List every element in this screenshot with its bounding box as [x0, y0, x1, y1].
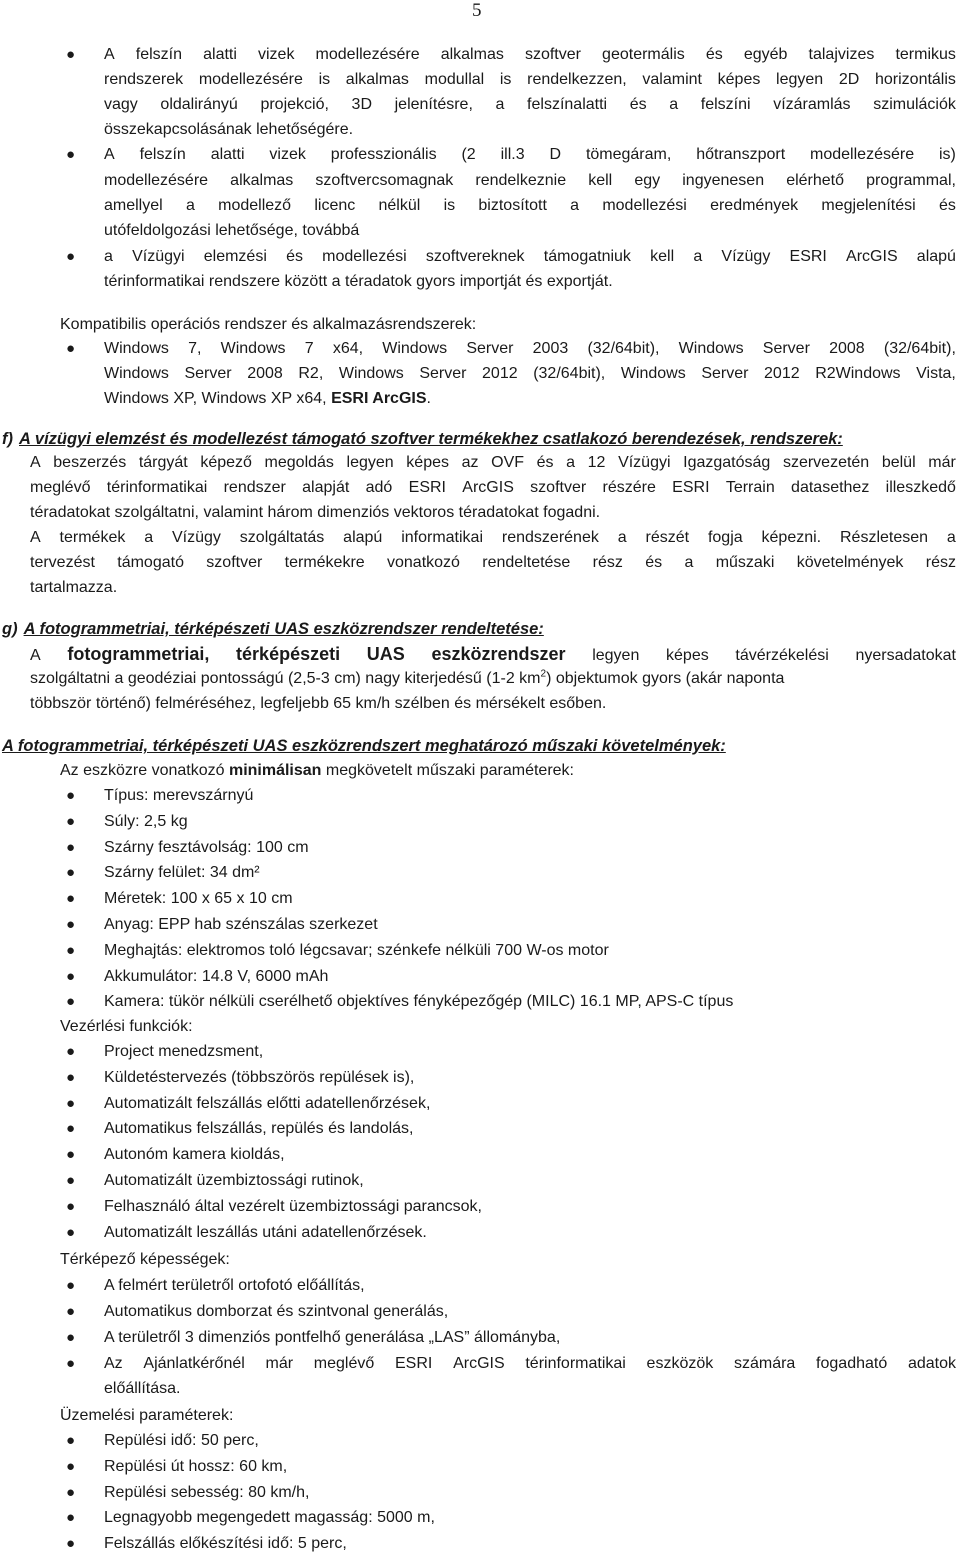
bullet-icon: ● [66, 941, 76, 959]
bullet-icon: ● [66, 1120, 76, 1138]
bullet-icon: ● [66, 1172, 76, 1189]
text-line: a Vízügyi elemzési és modellezési szoftvereknek támogatniuk kell a Vízügy ESRI ArcGIS alapú [104, 248, 956, 265]
text-line: összekapcsolásának lehetőségére. [104, 121, 354, 138]
list-item: Legnagyobb megengedett magasság: 5000 m, [104, 1509, 435, 1527]
text-line: A fotogrammetriai, térképészeti UAS eszközrendszer legyen képes távérzékelési nyersadatokat [30, 644, 956, 664]
list-item: Anyag: EPP hab szénszálas szerkezet [104, 916, 378, 933]
list-item: Szárny fesztávolság: 100 cm [104, 838, 309, 856]
bullet-icon: ● [66, 248, 76, 265]
text-line: térinformatikai rendszere között a téradatok gyors importját és exportját. [104, 273, 613, 290]
text-line: meglévő térinformatikai rendszer alapját adó ESRI ArcGIS szoftver részére ESRI Terrain datasethez illeszkedő [30, 479, 956, 496]
list-item: Automatizált leszállás utáni adatellenőrzések. [104, 1223, 427, 1241]
bullet-icon: ● [66, 146, 76, 163]
bullet-icon: ● [66, 993, 76, 1011]
text-line: Windows Server 2008 R2, Windows Server 2012 (32/64bit), Windows Server 2012 R2Windows Vista, [104, 365, 956, 382]
page-number: 5 [472, 0, 482, 21]
bullet-icon: ● [66, 1535, 76, 1553]
section-f-heading: f) A vízügyi elemzést és modellezést támogató szoftver termékekhez csatlakozó berendezések, rendszerek: [2, 430, 843, 448]
text-line: vagy oldalirányú projekció, 3D jelenítésre, a felszínalatti és a felszíni vízáramlás szimulációk [104, 96, 956, 113]
list-item: Autonóm kamera kioldás, [104, 1146, 285, 1164]
bullet-icon: ● [66, 864, 76, 882]
text-line: szolgáltatni a geodéziai pontosságú (2,5-3 cm) nagy kiterjedésű (1-2 $km^2$) objektumok gyors (akár naponta [30, 668, 785, 687]
bullet-icon: ● [66, 812, 76, 830]
bullet-icon: ● [66, 1329, 76, 1346]
bullet-icon: ● [66, 787, 76, 804]
list-item: A területről 3 dimenziós pontfelhő generálása „LAS” állományba, [104, 1329, 561, 1346]
bullet-icon: ● [66, 1146, 76, 1164]
bullet-icon: ● [66, 1223, 76, 1241]
list-item: A felmért területről ortofotó előállítás, [104, 1277, 365, 1294]
list-item: Felszállás előkészítési idő: 5 perc, [104, 1535, 347, 1553]
text-line: rendszerek modellezésére is alkalmas modullal is rendelkezzen, valamint képes legyen 2D horizontális [104, 71, 956, 88]
mapping-label: Térképező képességek: [60, 1251, 230, 1268]
list-item: Repülési idő: 50 perc, [104, 1432, 259, 1449]
text-line: tervezést támogató szoftver termékekre vonatkozó rendeltetése rész és a műszaki követelmények rész [30, 554, 956, 571]
bullet-icon: ● [66, 46, 76, 63]
uas-requirements-heading: A fotogrammetriai, térképészeti UAS eszközrendszert meghatározó műszaki követelmények: [2, 737, 726, 755]
list-item: Repülési út hossz: 60 km, [104, 1457, 288, 1475]
text-line: előállítása. [104, 1380, 181, 1397]
bullet-icon: ● [66, 890, 76, 908]
text-line: téradatokat szolgáltatni, valamint három dimenziós vektoros téradatokat fogadni. [30, 504, 601, 521]
bullet-icon: ● [66, 1483, 76, 1501]
list-item: Szárny felület: 34 dm² [104, 864, 260, 882]
bullet-icon: ● [66, 340, 76, 357]
bullet-icon: ● [66, 1355, 76, 1372]
ops-label: Üzemelési paraméterek: [60, 1407, 234, 1424]
bullet-icon: ● [66, 1197, 76, 1215]
text-line: többször történő) felméréséhez, legfeljebb 65 km/h szélben és mérsékelt esőben. [30, 695, 607, 712]
text-line: modellezésére alkalmas szoftvercsomagnak rendelkeznie kell egy ingyenesen elérhető programmal, [104, 172, 956, 189]
text-line: A beszerzés tárgyát képező megoldás legyen képes az OVF és a 12 Vízügyi Igazgatóság szervezetén belül már [30, 454, 956, 471]
list-item: Méretek: 100 x 65 x 10 cm [104, 890, 293, 908]
text-line: A felszín alatti vizek modellezésére alkalmas szoftver geotermális és egyéb talajvizes termikus [104, 46, 956, 63]
list-item: Automatikus felszállás, repülés és landolás, [104, 1120, 414, 1138]
bullet-icon: ● [66, 1094, 76, 1112]
text-line: amellyel a modellező licenc nélkül is biztosított a modellezési eredmények megjelenítési és [104, 197, 956, 214]
text-line: utófeldolgozási lehetősége, továbbá [104, 222, 360, 239]
bullet-icon: ● [66, 838, 76, 856]
bullet-icon: ● [66, 1509, 76, 1527]
text-line: Az eszközre vonatkozó minimálisan megkövetelt műszaki paraméterek: [60, 762, 574, 779]
bullet-icon: ● [66, 1277, 76, 1294]
control-label: Vezérlési funkciók: [60, 1018, 193, 1035]
list-item: Felhasználó által vezérelt üzembiztossági parancsok, [104, 1197, 482, 1215]
list-item: Automatizált felszállás előtti adatellenőrzések, [104, 1094, 431, 1112]
list-item: Meghajtás: elektromos toló légcsavar; szénkefe nélküli 700 W-os motor [104, 941, 609, 959]
text-line: tartalmazza. [30, 579, 118, 596]
list-item: Típus: merevszárnyú [104, 787, 254, 804]
bullet-icon: ● [66, 1068, 76, 1086]
list-item: Automatizált üzembiztossági rutinok, [104, 1172, 364, 1189]
text-line: Az Ajánlatkérőnél már meglévő ESRI ArcGIS térinformatikai eszközök számára fogadható adatok [104, 1355, 956, 1372]
list-item: Project menedzsment, [104, 1043, 264, 1060]
text-line: Windows 7, Windows 7 x64, Windows Server 2003 (32/64bit), Windows Server 2008 (32/64bit), [104, 340, 956, 357]
list-item: Akkumulátor: 14.8 V, 6000 mAh [104, 967, 329, 985]
bullet-icon: ● [66, 916, 76, 933]
list-item: Súly: 2,5 kg [104, 812, 188, 830]
bullet-icon: ● [66, 1457, 76, 1475]
text-line: A termékek a Vízügy szolgáltatás alapú informatikai rendszerének a részét fogja képezni. Részletesen a [30, 529, 956, 546]
bullet-icon: ● [66, 1432, 76, 1449]
list-item: Automatikus domborzat és szintvonal generálás, [104, 1303, 449, 1320]
section-g-heading: g) A fotogrammetriai, térképészeti UAS eszközrendszer rendeltetése: [2, 620, 544, 638]
bullet-icon: ● [66, 1303, 76, 1320]
list-item: Kamera: tükör nélküli cserélhető objektíves fényképezőgép (MILC) 16.1 MP, APS-C típus [104, 993, 734, 1011]
list-item: Küldetéstervezés (többszörös repülések is), [104, 1068, 415, 1086]
list-item: Repülési sebesség: 80 km/h, [104, 1483, 310, 1501]
text-line: A felszín alatti vizek professzionális (2 ill.3 D tömegáram, hőtranszport modellezésére is) [104, 146, 956, 163]
bullet-icon: ● [66, 967, 76, 985]
text-line: Windows XP, Windows XP x64, ESRI ArcGIS. [104, 390, 431, 407]
bullet-icon: ● [66, 1043, 76, 1060]
compat-label: Kompatibilis operációs rendszer és alkalmazásrendszerek: [60, 316, 477, 333]
